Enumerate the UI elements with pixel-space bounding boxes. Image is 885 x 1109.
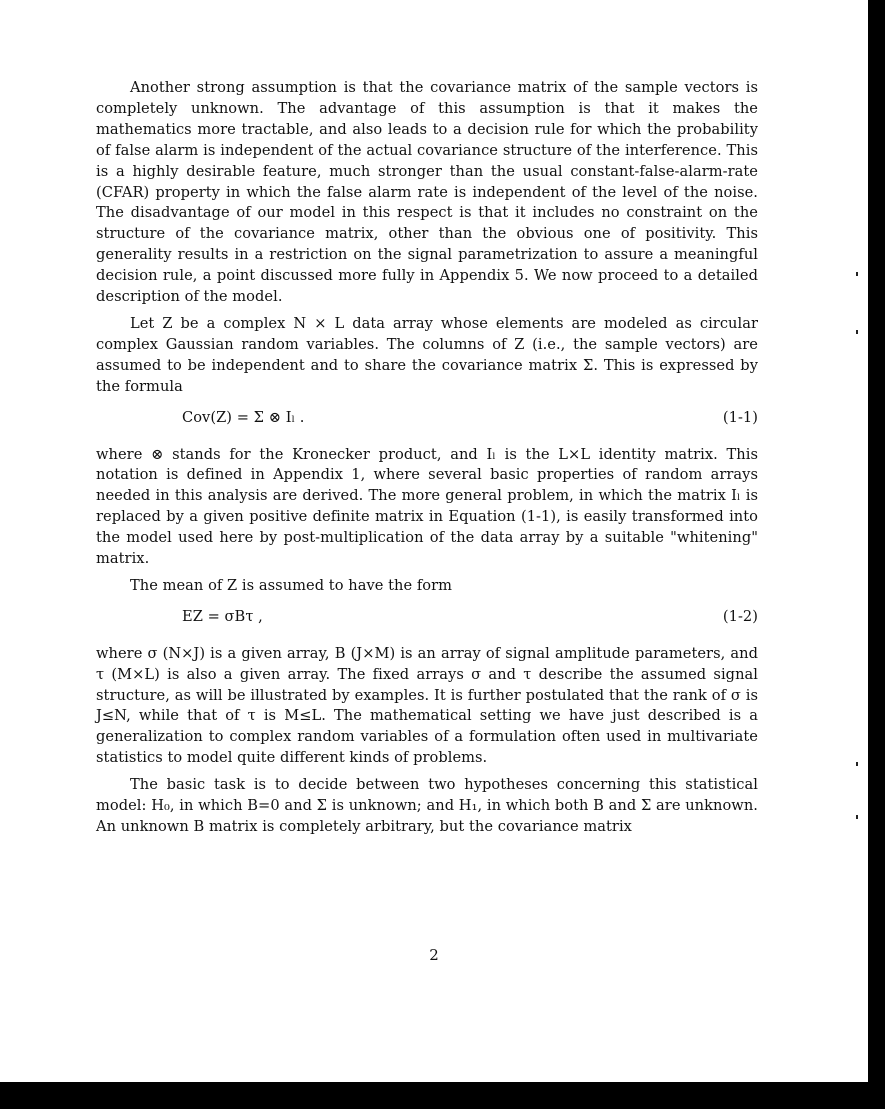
paragraph: Another strong assumption is that the covariance matrix of the sample vectors is completely unknown. The advantage of this assumption is that it makes the mathematics more tractable, and also leads to a decision rule for which the probability of false alarm is independent of the actual covariance structure of the interference. This is a highly desirable feature, much stronger than the usual constant-false-alarm-rate (CFAR) property in which the false alarm rate is independent of the level of the noise. The disadvantage of our model in this respect is that it includes no constraint on the structure of the covariance matrix, other than the obvious one of positivity. This generality results in a restriction on the signal parametrization to assure a meaningful decision rule, a point discussed more fully in Appendix 5. We now proceed to a detailed description of the model. xyxy=(96,79,758,306)
scan-mark xyxy=(856,272,858,276)
equation: EZ = σBτ , xyxy=(182,607,263,625)
paragraph: The mean of Z is assumed to have the form xyxy=(130,576,453,594)
paragraph: where ⊗ stands for the Kronecker product, and Iₗ is the L×L identity matrix. This notation is defined in Appendix 1, where several basic properties of random arrays needed in this analysis are derived. The more general problem, in which the matrix Iₗ is replaced by a given positive definite matrix in Equation (1-1), is easily transformed into the model used here by post-multiplication of the data array by a suitable "whitening" matrix. xyxy=(96,445,758,568)
scan-mark xyxy=(856,762,858,766)
page-number: 2 xyxy=(429,946,439,964)
equation-number: (1-2) xyxy=(722,607,758,625)
paragraph: Let Z be a complex N × L data array whose elements are modeled as circular complex Gaussian random variables. The columns of Z (i.e., the sample vectors) are assumed to be independent and to share the covariance matrix Σ. This is expressed by the formula xyxy=(96,314,758,395)
scan-mark xyxy=(856,330,858,334)
equation: Cov(Z) = Σ ⊗ Iₗ . xyxy=(182,408,305,426)
paragraph: where σ (N×J) is a given array, B (J×M) is an array of signal amplitude parameters, and τ (M×L) is also a given array. The fixed arrays σ and τ describe the assumed signal structure, as will be illustrated by examples. It is further postulated that the rank of σ is J≤N, while that of τ is M≤L. The mathematical setting we have just described is a generalization to complex random variables of a formulation often used in multivariate statistics to model quite different kinds of problems. xyxy=(96,644,758,767)
equation-number: (1-1) xyxy=(722,408,758,426)
body-text xyxy=(96,78,758,844)
equation-row xyxy=(96,607,758,628)
paragraph: The basic task is to decide between two hypotheses concerning this statistical model: H₀, in which B=0 and Σ is unknown; and H₁, in which both B and Σ are unknown. An unknown B matrix is completely arbitrary, but the covariance matrix xyxy=(96,776,758,835)
scan-mark xyxy=(856,815,858,819)
equation-row xyxy=(96,408,758,429)
